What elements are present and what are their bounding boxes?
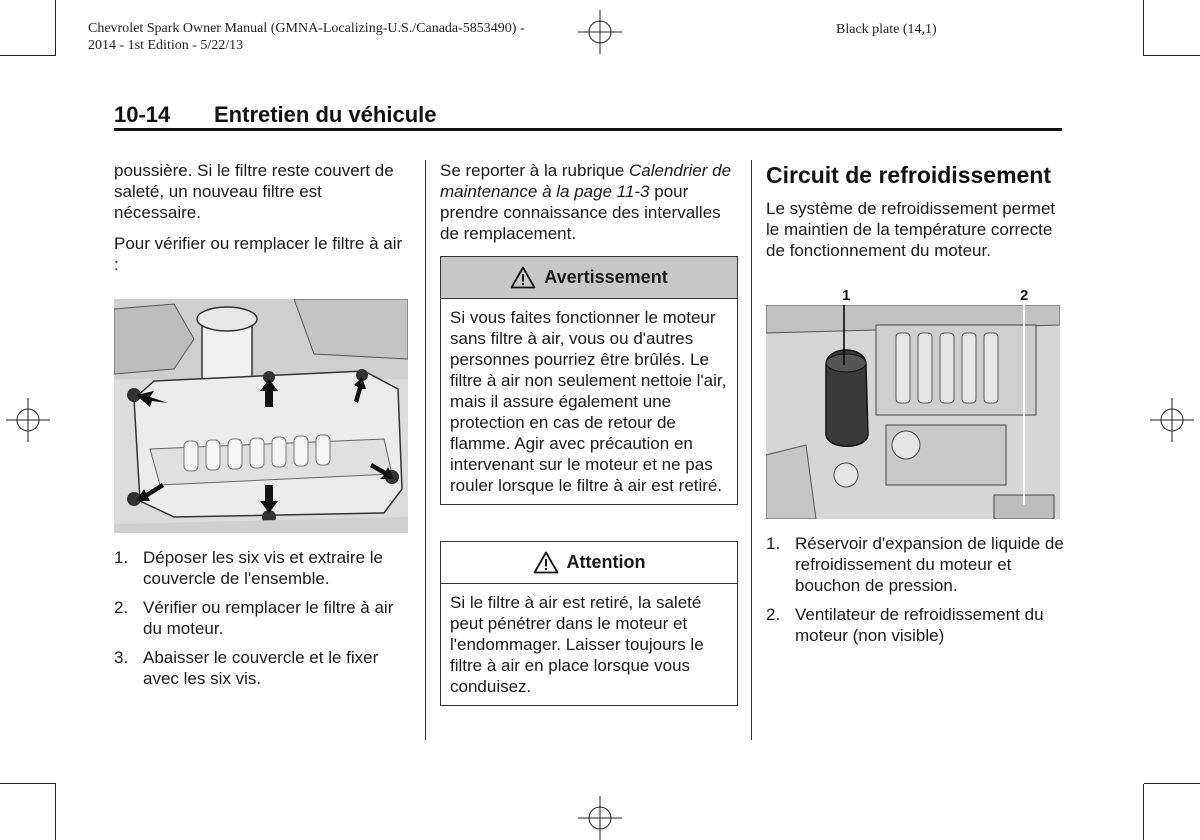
crop-mark xyxy=(1144,783,1200,784)
warning-body: Si vous faites fonctionner le moteur sans filtre à air, vous ou d'autres personnes pourriez être brûlés. Le filtre à air non seulement nettoie l'air, mais il assure également une protection en cas de retour de flamme. Agir avec précaution en intervenant sur le moteur et ne pas rouler lorsque le filtre à air est retiré. xyxy=(450,308,727,495)
page-title: Entretien du véhicule xyxy=(214,102,437,127)
reference-text-before: Se reporter à la rubrique xyxy=(440,161,629,180)
callout-label-2: 2 xyxy=(1020,287,1029,304)
warning-triangle-icon xyxy=(533,551,559,574)
item-number: 1. xyxy=(766,534,781,553)
crop-mark xyxy=(1143,784,1144,840)
plate-label: Black plate (14,1) xyxy=(836,22,937,37)
paragraph: poussière. Si le filtre reste couvert de saleté, un nouveau filtre est nécessaire. xyxy=(114,161,394,222)
reference-text-after: pour prendre connaissance des intervalles de remplacement. xyxy=(440,182,721,243)
callout-list xyxy=(766,533,1066,646)
crop-mark xyxy=(55,784,56,840)
step-number: 1. xyxy=(114,548,129,567)
crop-mark xyxy=(1144,55,1200,56)
attention-title: Attention xyxy=(566,552,646,572)
list-item xyxy=(114,647,410,689)
intro-paragraph: Le système de refroidissement permet le maintien de la température correcte de fonctionnement du moteur. xyxy=(766,199,1056,260)
attention-box xyxy=(440,541,738,706)
warning-title: Avertissement xyxy=(544,267,668,287)
air-filter-illustration xyxy=(114,299,408,533)
crop-mark xyxy=(55,0,56,56)
column-divider xyxy=(425,160,426,740)
page-number: 10-14 xyxy=(114,102,171,127)
callout-label-1: 1 xyxy=(842,287,851,304)
column-divider xyxy=(751,160,752,740)
page-heading xyxy=(114,102,437,128)
registration-mark-icon xyxy=(578,796,622,840)
list-item xyxy=(114,547,410,589)
registration-mark-icon xyxy=(6,398,50,442)
registration-mark-icon xyxy=(578,10,622,54)
column-2 xyxy=(440,160,738,706)
column-1 xyxy=(114,160,410,697)
crop-mark xyxy=(0,55,56,56)
step-number: 3. xyxy=(114,648,129,667)
list-item xyxy=(114,597,410,639)
cooling-system-figure xyxy=(766,305,1060,519)
column-3 xyxy=(766,160,1066,654)
print-header-line2: 2014 - 1st Edition - 5/22/13 xyxy=(88,38,244,53)
list-item xyxy=(766,533,1066,596)
paragraph: Pour vérifier ou remplacer le filtre à air : xyxy=(114,234,403,274)
step-number: 2. xyxy=(114,598,129,617)
item-number: 2. xyxy=(766,605,781,624)
list-item xyxy=(766,604,1066,646)
attention-body: Si le filtre à air est retiré, la saleté peut pénétrer dans le moteur et l'endommager. Laisser toujours le filtre à air en place lorsque vous conduisez. xyxy=(450,593,704,696)
step-text: Vérifier ou remplacer le filtre à air du moteur. xyxy=(143,598,394,638)
step-text: Déposer les six vis et extraire le couvercle de l'ensemble. xyxy=(143,548,383,588)
item-text: Réservoir d'expansion de liquide de refroidissement du moteur et bouchon de pression. xyxy=(795,534,1064,595)
section-title: Circuit de refroidissement xyxy=(766,162,1052,188)
crop-mark xyxy=(1143,0,1144,56)
air-filter-figure xyxy=(114,299,408,533)
item-text: Ventilateur de refroidissement du moteur (non visible) xyxy=(795,605,1044,645)
reference-paragraph xyxy=(440,160,738,244)
heading-rule xyxy=(114,128,1062,131)
figure-labels xyxy=(766,285,1066,305)
warning-header xyxy=(441,257,737,299)
crop-mark xyxy=(0,783,56,784)
warning-box xyxy=(440,256,738,505)
attention-header xyxy=(441,542,737,584)
maintenance-schedule-link[interactable]: Calendrier de maintenance à la page 11-3 xyxy=(440,161,732,201)
engine-compartment-illustration xyxy=(766,305,1060,519)
step-text: Abaisser le couvercle et le fixer avec les six vis. xyxy=(143,648,379,688)
print-header-line1: Chevrolet Spark Owner Manual (GMNA-Localizing-U.S./Canada-5853490) - xyxy=(88,21,525,36)
steps-list xyxy=(114,547,410,689)
registration-mark-icon xyxy=(1150,398,1194,442)
print-header xyxy=(88,20,525,54)
warning-triangle-icon xyxy=(510,266,536,289)
